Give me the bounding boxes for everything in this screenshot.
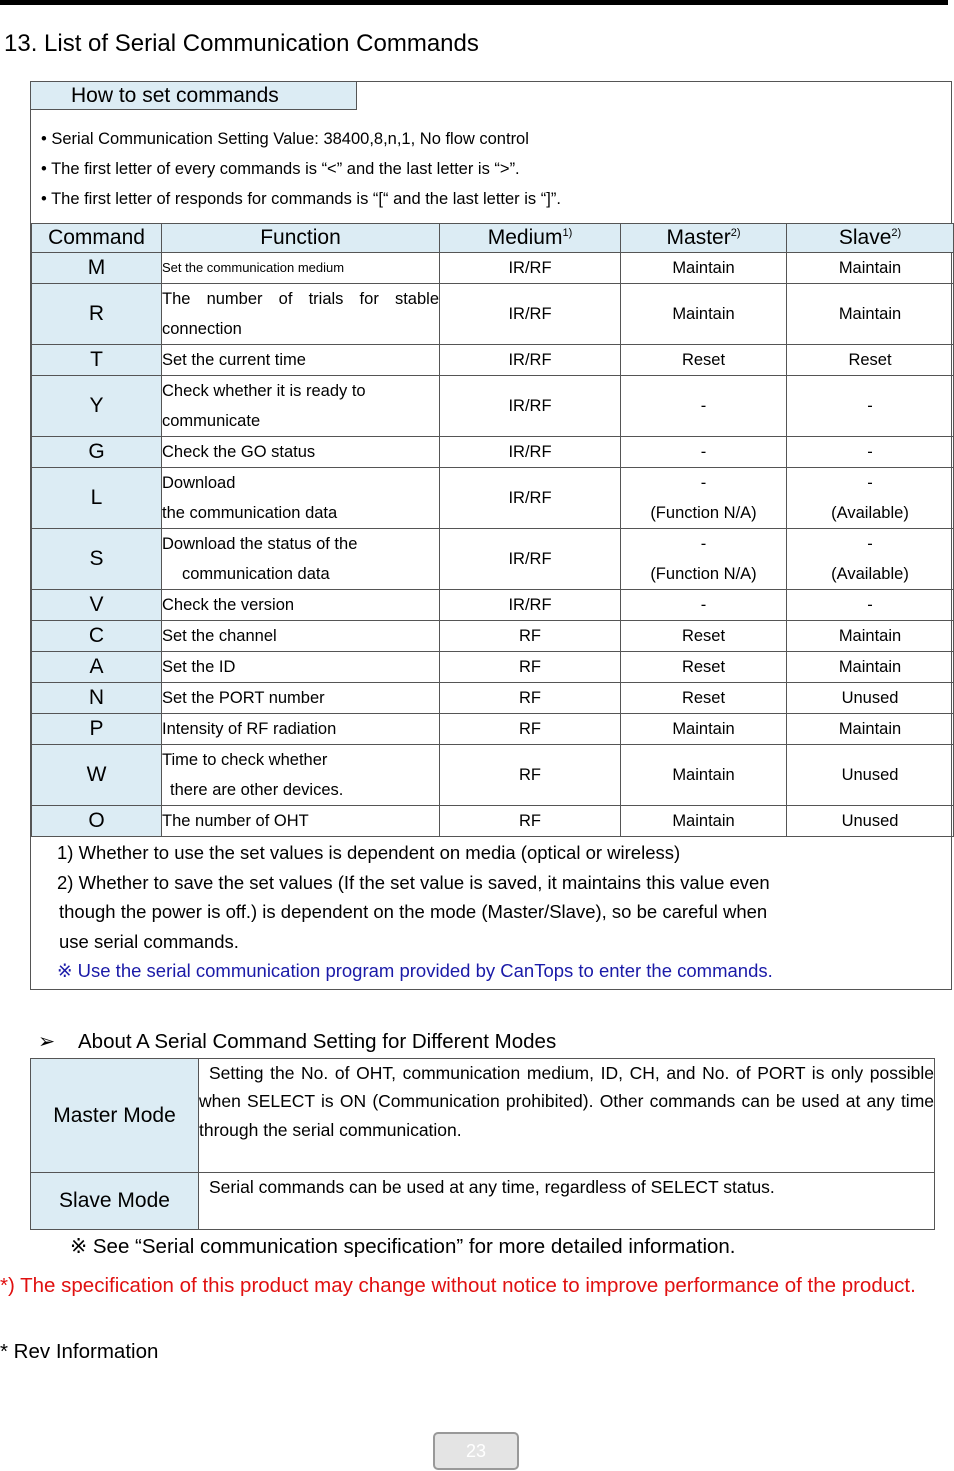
commands-box xyxy=(30,81,952,990)
command-medium: RF xyxy=(440,714,621,745)
note-2-line3: use serial commands. xyxy=(59,930,239,952)
see-also-note: ※ See “Serial communication specification” for more detailed information. xyxy=(70,1235,736,1258)
command-master: Maintain xyxy=(621,714,787,745)
table-row xyxy=(32,806,954,837)
command-function: Download the communication data xyxy=(162,468,440,529)
command-key: O xyxy=(32,806,162,837)
command-slave: Unused xyxy=(787,745,954,806)
modes-table xyxy=(30,1058,935,1230)
command-function: Check whether it is ready to communicate xyxy=(162,376,440,437)
top-rule xyxy=(0,0,948,5)
command-medium: RF xyxy=(440,683,621,714)
table-row xyxy=(32,652,954,683)
command-key: M xyxy=(32,253,162,284)
command-master: Maintain xyxy=(621,253,787,284)
command-master: Reset xyxy=(621,683,787,714)
header-function: Function xyxy=(162,224,440,253)
table-notes xyxy=(57,838,937,986)
header-master: Master$^{2)}$ xyxy=(621,224,787,253)
table-row xyxy=(32,376,954,437)
howto-tab: How to set commands xyxy=(31,82,357,110)
command-slave: - (Available) xyxy=(787,468,954,529)
table-row xyxy=(32,468,954,529)
table-row xyxy=(32,590,954,621)
mode-row-slave xyxy=(31,1173,935,1230)
command-slave: - xyxy=(787,437,954,468)
commands-table xyxy=(31,223,954,837)
command-key: A xyxy=(32,652,162,683)
table-row xyxy=(32,621,954,652)
command-function: Time to check whether there are other devices. xyxy=(162,745,440,806)
command-medium: IR/RF xyxy=(440,284,621,345)
command-slave: - xyxy=(787,590,954,621)
command-function: The number of OHT xyxy=(162,806,440,837)
command-medium: IR/RF xyxy=(440,345,621,376)
command-slave: Unused xyxy=(787,683,954,714)
bullet-setting: • Serial Communication Setting Value: 38400,8,n,1, No flow control xyxy=(41,130,529,148)
command-medium: RF xyxy=(440,745,621,806)
command-slave: Maintain xyxy=(787,652,954,683)
command-function: Check the GO status xyxy=(162,437,440,468)
command-function: Check the version xyxy=(162,590,440,621)
command-key: T xyxy=(32,345,162,376)
command-key: C xyxy=(32,621,162,652)
slave-mode-label: Slave Mode xyxy=(31,1173,199,1230)
command-key: R xyxy=(32,284,162,345)
command-function: Set the communication medium xyxy=(162,253,440,284)
about-heading-text: About A Serial Command Setting for Different Modes xyxy=(78,1030,557,1053)
note-1: 1) Whether to use the set values is dependent on media (optical or wireless) xyxy=(57,842,681,863)
command-key: N xyxy=(32,683,162,714)
command-slave: Maintain xyxy=(787,714,954,745)
command-key: G xyxy=(32,437,162,468)
command-master: - xyxy=(621,376,787,437)
command-function: The number of trials for stable connection xyxy=(162,284,440,345)
arrow-bullet-icon: ➢ xyxy=(38,1030,56,1053)
command-master: - xyxy=(621,590,787,621)
command-master: - xyxy=(621,437,787,468)
command-function: Set the ID xyxy=(162,652,440,683)
command-master: Maintain xyxy=(621,806,787,837)
command-key: V xyxy=(32,590,162,621)
note-2-line2: though the power is off.) is dependent on the mode (Master/Slave), so be careful when xyxy=(59,901,768,922)
command-master: - (Function N/A) xyxy=(621,468,787,529)
table-row xyxy=(32,284,954,345)
command-medium: RF xyxy=(440,652,621,683)
command-medium: IR/RF xyxy=(440,590,621,621)
header-medium: Medium$^{1)}$ xyxy=(440,224,621,253)
about-heading xyxy=(38,1029,556,1054)
bullet-respond: • The first letter of responds for commands is “[“ and the last letter is “]”. xyxy=(41,190,561,208)
bullet-first-letter: • The first letter of every commands is “<” and the last letter is “>”. xyxy=(41,160,520,178)
command-medium: RF xyxy=(440,621,621,652)
command-key: S xyxy=(32,529,162,590)
table-row xyxy=(32,345,954,376)
command-medium: IR/RF xyxy=(440,437,621,468)
command-function: Set the PORT number xyxy=(162,683,440,714)
command-function: Download the status of the communication data xyxy=(162,529,440,590)
command-medium: IR/RF xyxy=(440,468,621,529)
command-slave: Maintain xyxy=(787,253,954,284)
command-medium: IR/RF xyxy=(440,376,621,437)
header-command: Command xyxy=(32,224,162,253)
table-row xyxy=(32,529,954,590)
command-master: Reset xyxy=(621,621,787,652)
command-slave: Reset xyxy=(787,345,954,376)
command-function: Intensity of RF radiation xyxy=(162,714,440,745)
spec-notice: *) The specification of this product may change without notice to improve performance of the product. xyxy=(0,1274,916,1297)
header-slave: Slave$^{2)}$ xyxy=(787,224,954,253)
command-master: Maintain xyxy=(621,745,787,806)
mode-row-master xyxy=(31,1059,935,1173)
command-slave: Unused xyxy=(787,806,954,837)
table-row xyxy=(32,253,954,284)
note-program: ※ Use the serial communication program provided by CanTops to enter the commands. xyxy=(57,960,773,981)
table-row xyxy=(32,683,954,714)
slave-mode-desc: Serial commands can be used at any time, regardless of SELECT status. xyxy=(199,1173,935,1230)
command-medium: RF xyxy=(440,806,621,837)
command-key: L xyxy=(32,468,162,529)
table-row xyxy=(32,437,954,468)
command-key: Y xyxy=(32,376,162,437)
command-slave: Maintain xyxy=(787,284,954,345)
command-slave: - xyxy=(787,376,954,437)
note-2-line1: 2) Whether to save the set values (If the set value is saved, it maintains this value even xyxy=(57,871,770,893)
master-mode-desc: Setting the No. of OHT, communication medium, ID, CH, and No. of PORT is only possible when SELECT is ON (Communication prohibited). Other commands can be used at any time through the serial communication. xyxy=(199,1059,935,1173)
page-number: 23 xyxy=(433,1432,519,1470)
command-master: Reset xyxy=(621,345,787,376)
howto-bullets xyxy=(41,124,561,214)
command-master: Reset xyxy=(621,652,787,683)
command-medium: IR/RF xyxy=(440,529,621,590)
command-master: - (Function N/A) xyxy=(621,529,787,590)
table-row xyxy=(32,745,954,806)
page-title: 13. List of Serial Communication Commands xyxy=(4,30,479,57)
rev-information: * Rev Information xyxy=(0,1340,159,1363)
master-mode-label: Master Mode xyxy=(31,1059,199,1173)
table-row xyxy=(32,714,954,745)
command-key: W xyxy=(32,745,162,806)
command-medium: IR/RF xyxy=(440,253,621,284)
command-master: Maintain xyxy=(621,284,787,345)
command-slave: - (Available) xyxy=(787,529,954,590)
command-function: Set the channel xyxy=(162,621,440,652)
command-slave: Maintain xyxy=(787,621,954,652)
command-function: Set the current time xyxy=(162,345,440,376)
command-key: P xyxy=(32,714,162,745)
table-header-row xyxy=(32,224,954,253)
